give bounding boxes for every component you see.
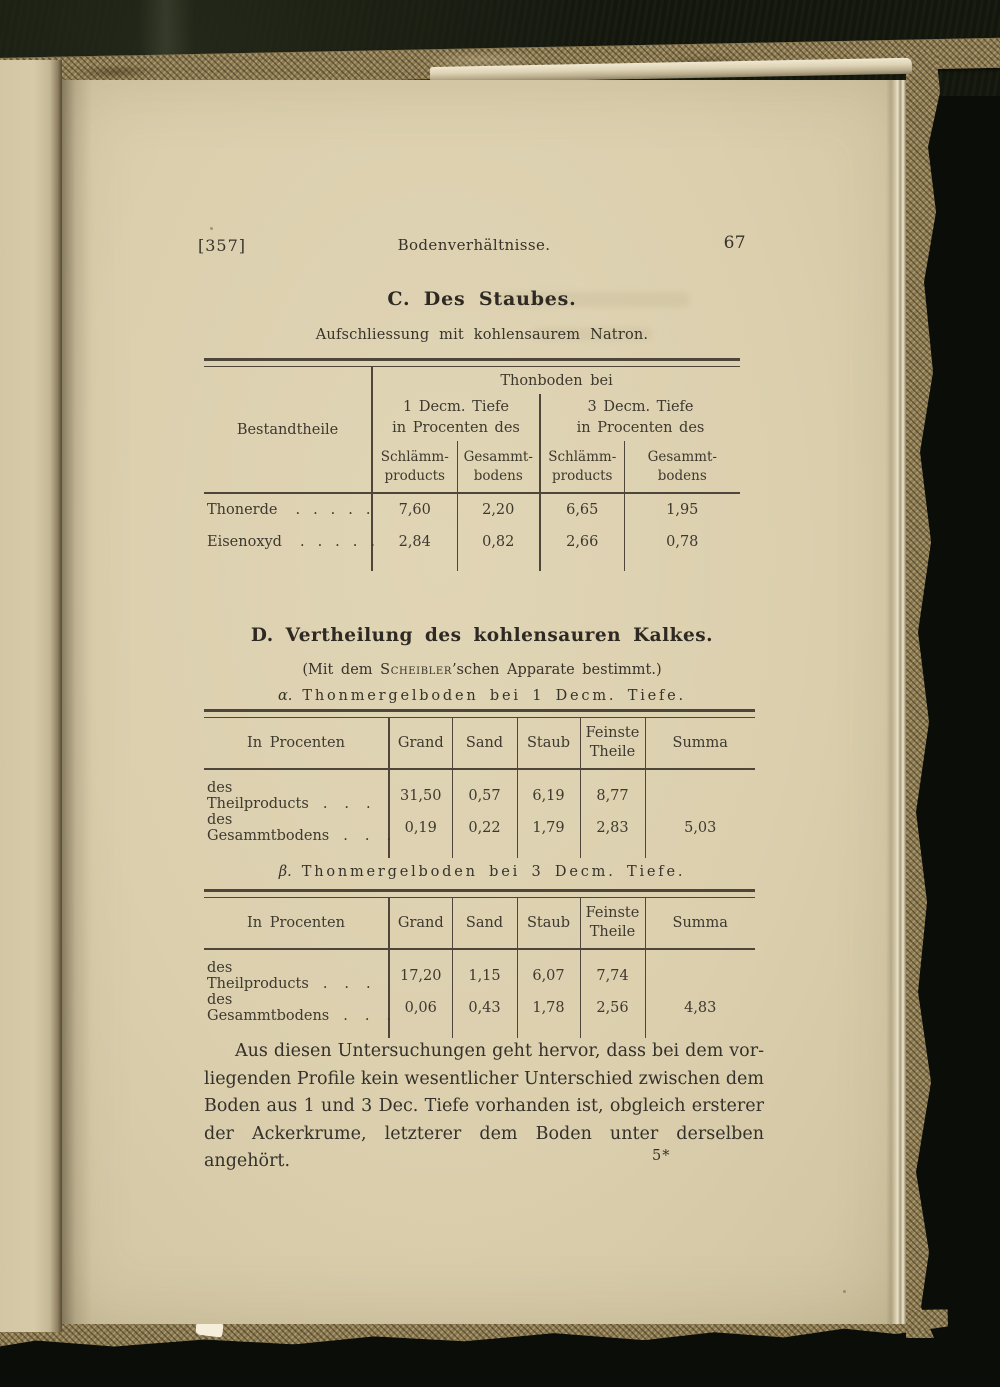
page-header	[198, 233, 760, 258]
column-header-bestandtheile: Bestandtheile	[204, 367, 372, 494]
column-header-in-procenten: In Procenten	[204, 898, 389, 950]
table-cell: 1,79	[517, 812, 580, 844]
table-row	[204, 992, 755, 1024]
section-d-subheading: (Mit dem Scheibler’schen Apparate bestimmt.)	[302, 662, 662, 678]
table-row	[204, 949, 755, 992]
column-header: Schlämm- products	[372, 441, 457, 493]
column-group-3decm	[540, 394, 740, 441]
section-c-heading: C. Des Staubes.	[387, 288, 577, 310]
column-header: Feinste Theile	[580, 898, 645, 950]
table-cell	[645, 769, 755, 812]
table-alpha-wrap	[204, 709, 755, 858]
column-header: Summa	[645, 718, 755, 770]
page-content	[198, 80, 766, 1324]
column-header: Gesammt- bodens	[624, 441, 740, 493]
paragraph-line: Boden aus 1 und 3 Dec. Tiefe vorhanden ist, obgleich ersterer	[204, 1096, 764, 1116]
greek-letter: α.	[278, 688, 293, 704]
column-header: Staub	[517, 898, 580, 950]
section-c-subheading: Aufschliessung mit kohlensaurem Natron.	[315, 327, 649, 343]
table-cell: 2,84	[398, 534, 431, 550]
table-cell: 6,65	[540, 493, 624, 526]
row-label: des Theilproducts ...	[204, 769, 389, 812]
column-header: Grand	[389, 718, 452, 770]
table-cell: 2,83	[580, 812, 645, 844]
column-group-1decm	[372, 394, 540, 441]
dot-leader: .....	[295, 502, 384, 518]
smallcaps-name: Scheibler	[380, 662, 452, 678]
column-header: Schlämm- products	[540, 441, 624, 493]
column-header: Summa	[645, 898, 755, 950]
greek-letter: β.	[278, 864, 292, 880]
table-cell	[645, 949, 755, 992]
group-unit: in Procenten des	[392, 419, 520, 436]
table-row	[204, 493, 740, 526]
column-header: Sand	[452, 898, 517, 950]
table-cell: 4,83	[645, 992, 755, 1024]
table-des-staubes-wrap	[204, 358, 740, 571]
page-number: 67	[723, 233, 746, 253]
gutter-shadow	[62, 80, 92, 1324]
table-cell: 1,95	[624, 493, 740, 526]
group-unit: in Procenten des	[576, 419, 705, 436]
table-cell: 0,43	[452, 992, 517, 1024]
column-header: Sand	[452, 718, 517, 770]
table-cell: 2,56	[580, 992, 645, 1024]
paragraph-line: Aus diesen Untersuchungen geht hervor, dass bei dem vor-	[235, 1041, 764, 1061]
dot-leader: .....	[299, 534, 389, 550]
table-cell: 8,77	[580, 769, 645, 812]
row-label: Thonerde .....	[204, 493, 372, 526]
table-cell: 0,82	[457, 526, 540, 558]
table-row	[204, 526, 740, 558]
table-cell: 31,50	[399, 788, 442, 804]
caption-beta: β. Thonmergelboden bei 3 Decm. Tiefe.	[278, 864, 686, 880]
dot-leader: ...	[343, 828, 409, 844]
sheet-signature-mark: 5*	[652, 1148, 671, 1164]
paper-speck	[843, 1290, 846, 1293]
column-header: Feinste Theile	[580, 718, 645, 770]
cover-cloth-right-edge	[906, 52, 944, 1338]
table-cell: 7,74	[580, 949, 645, 992]
caption-alpha: α. Thonmergelboden bei 1 Decm. Tiefe.	[278, 688, 686, 704]
paragraph-line: der Ackerkrume, letzterer dem Boden unter derselben angehört.	[204, 1123, 764, 1171]
table-cell: 7,60	[398, 502, 431, 518]
group-depth: 3 Decm. Tiefe	[587, 398, 694, 415]
table-cell: 1,15	[452, 949, 517, 992]
section-d-heading: D. Vertheilung des kohlensauren Kalkes.	[250, 625, 714, 646]
table-rule-extension	[204, 1024, 755, 1038]
table-rule-extension	[204, 844, 755, 858]
running-title: Bodenverhältnisse.	[397, 236, 551, 254]
table-rule-extension	[204, 558, 740, 571]
page-edge-right	[886, 80, 906, 1324]
facing-page-edge	[0, 60, 62, 1332]
table-beta-wrap	[204, 889, 755, 1038]
dot-leader: ...	[322, 976, 388, 992]
dot-leader: ...	[322, 796, 388, 812]
table-cell: 0,22	[452, 812, 517, 844]
table-cell: 2,20	[457, 493, 540, 526]
table-cell: 6,19	[517, 769, 580, 812]
column-header: Grand	[389, 898, 452, 950]
table-cell: 6,07	[517, 949, 580, 992]
table-thonmergel-3decm	[204, 897, 755, 1038]
table-row	[204, 812, 755, 844]
group-depth: 1 Decm. Tiefe	[403, 398, 509, 415]
table-cell: 0,57	[452, 769, 517, 812]
table-cell: 0,06	[404, 1000, 437, 1016]
table-cell: 0,19	[404, 820, 437, 836]
table-cell: 5,03	[645, 812, 755, 844]
table-cell: 2,66	[540, 526, 624, 558]
table-thonmergel-1decm	[204, 717, 755, 858]
table-cell: 1,78	[517, 992, 580, 1024]
sheet-signature: [357]	[198, 236, 247, 255]
row-label: des Theilproducts ...	[204, 949, 389, 992]
column-header: Gesammt- bodens	[457, 441, 540, 493]
dot-leader: ...	[343, 1008, 409, 1024]
row-label: des Gesammtbodens ...	[204, 812, 389, 844]
table-des-staubes	[204, 366, 740, 571]
column-header-in-procenten: In Procenten	[204, 718, 389, 770]
book-page	[62, 80, 906, 1324]
column-group-thonboden: Thonboden bei	[500, 372, 613, 389]
table-row	[204, 769, 755, 812]
table-cell: 0,78	[624, 526, 740, 558]
paragraph-line: liegenden Profile kein wesentlicher Unterschied zwischen dem	[204, 1068, 764, 1089]
row-label: des Gesammtbodens ...	[204, 992, 389, 1024]
column-header: Staub	[517, 718, 580, 770]
table-cell: 17,20	[399, 968, 442, 984]
row-label: Eisenoxyd .....	[204, 526, 372, 558]
body-paragraph	[204, 1038, 764, 1171]
